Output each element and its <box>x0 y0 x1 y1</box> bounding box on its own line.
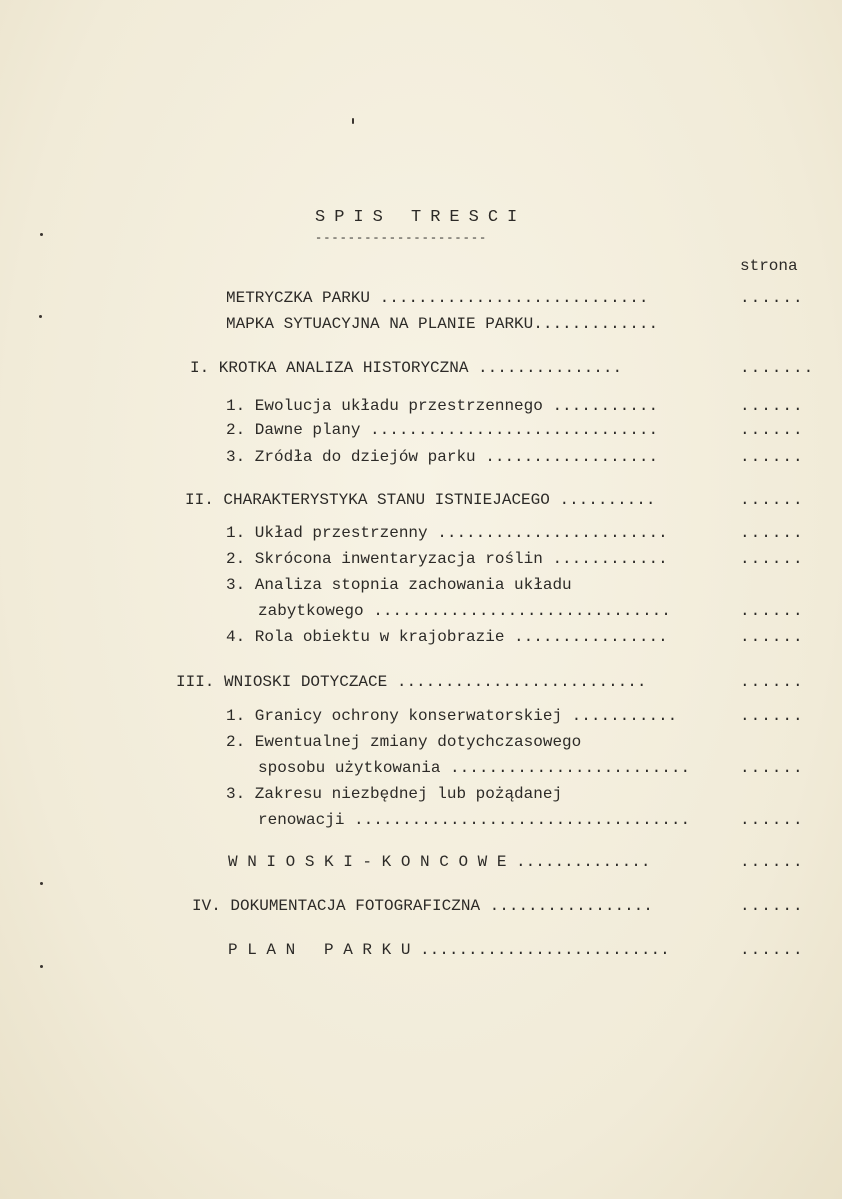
toc-page-iii-1: ...... <box>740 707 804 725</box>
toc-section-iv: IV. DOKUMENTACJA FOTOGRAFICZNA ................. <box>192 897 653 915</box>
margin-speck <box>40 965 43 968</box>
toc-page-iii-2: ...... <box>740 759 804 777</box>
toc-page-section-i: ....... <box>740 359 815 377</box>
toc-entry-ii-1: 1. Układ przestrzenny ........................ <box>226 524 668 542</box>
margin-speck <box>352 118 354 124</box>
margin-speck <box>40 233 43 236</box>
toc-section-iii: III. WNIOSKI DOTYCZACE .......................... <box>176 673 647 691</box>
toc-entry-iii-2-cont: sposobu użytkowania ......................... <box>258 759 691 777</box>
toc-entry-wnioski-koncowe: W N I O S K I - K O N C O W E .............. <box>228 853 651 871</box>
toc-entry-plan-parku: P L A N P A R K U .......................... <box>228 941 670 959</box>
toc-entry-metryczka: METRYCZKA PARKU ............................ <box>226 289 649 307</box>
toc-page-i-1: ...... <box>740 397 804 415</box>
toc-page-ii-1: ...... <box>740 524 804 542</box>
toc-page-metryczka: ...... <box>740 289 804 307</box>
toc-entry-ii-2: 2. Skrócona inwentaryzacja roślin ............ <box>226 550 668 568</box>
toc-page-section-ii: ...... <box>740 491 804 509</box>
toc-page-ii-4: ...... <box>740 628 804 646</box>
toc-page-i-3: ...... <box>740 448 804 466</box>
toc-entry-ii-3: 3. Analiza stopnia zachowania układu <box>226 576 572 594</box>
document-title: SPIS TRESCI <box>315 208 527 227</box>
page-column-header: strona <box>740 257 798 275</box>
toc-page-i-2: ...... <box>740 421 804 439</box>
toc-entry-iii-2: 2. Ewentualnej zmiany dotychczasowego <box>226 733 582 751</box>
toc-page-ii-2: ...... <box>740 550 804 568</box>
toc-page-plan-parku: ...... <box>740 941 804 959</box>
toc-entry-ii-4: 4. Rola obiektu w krajobrazie ................ <box>226 628 668 646</box>
toc-section-i: I. KROTKA ANALIZA HISTORYCZNA ............... <box>190 359 623 377</box>
title-underline: --------------------- <box>315 231 488 245</box>
toc-entry-i-2: 2. Dawne plany .............................. <box>226 421 659 439</box>
toc-entry-i-1: 1. Ewolucja układu przestrzennego ........... <box>226 397 659 415</box>
toc-section-ii: II. CHARAKTERYSTYKA STANU ISTNIEJACEGO .......... <box>185 491 656 509</box>
toc-page-wnioski-koncowe: ...... <box>740 853 804 871</box>
toc-page-section-iii: ...... <box>740 673 804 691</box>
toc-page-ii-3: ...... <box>740 602 804 620</box>
toc-entry-iii-1: 1. Granicy ochrony konserwatorskiej ........... <box>226 707 678 725</box>
toc-entry-iii-3-cont: renowacji ................................... <box>258 811 691 829</box>
toc-page-iii-3: ...... <box>740 811 804 829</box>
toc-entry-mapka: MAPKA SYTUACYJNA NA PLANIE PARKU............. <box>226 315 659 333</box>
margin-speck <box>39 315 42 318</box>
toc-page-section-iv: ...... <box>740 897 804 915</box>
margin-speck <box>40 882 43 885</box>
toc-entry-i-3: 3. Zródła do dziejów parku .................. <box>226 448 659 466</box>
toc-entry-ii-3-cont: zabytkowego ............................... <box>258 602 671 620</box>
toc-entry-iii-3: 3. Zakresu niezbędnej lub pożądanej <box>226 785 563 803</box>
